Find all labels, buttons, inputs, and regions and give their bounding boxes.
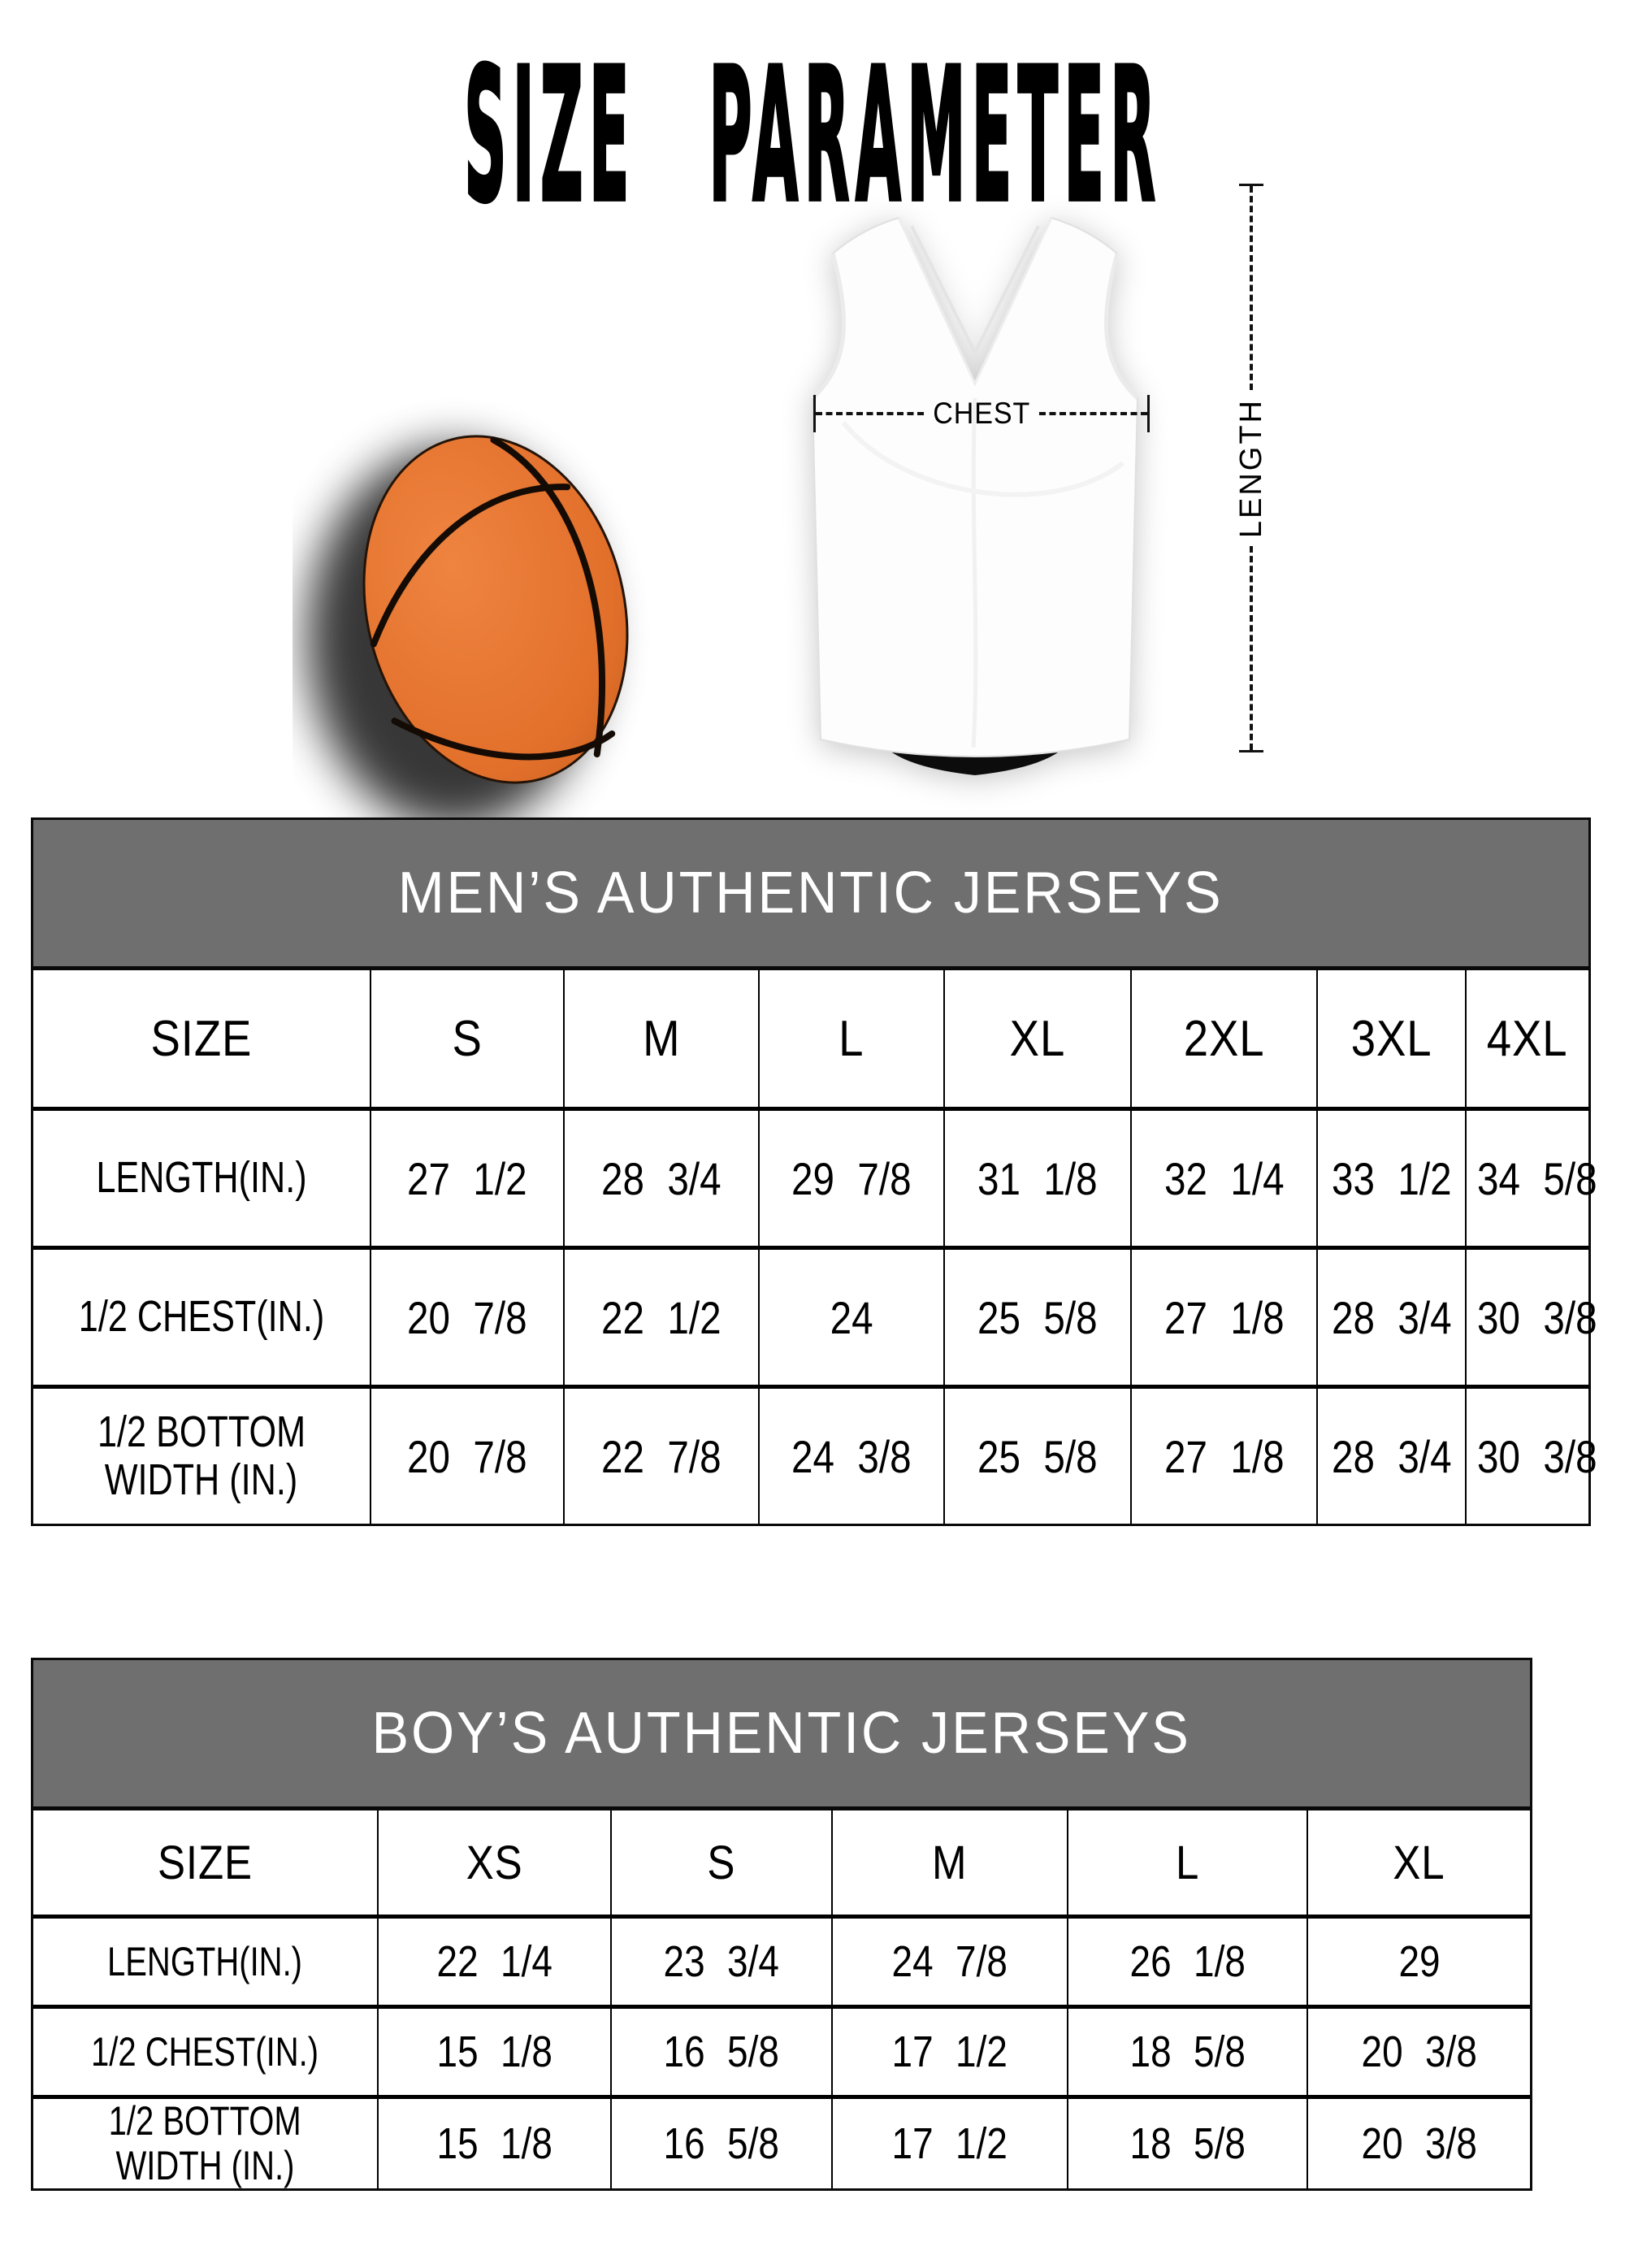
mens-corner-header: SIZE [150,1010,253,1067]
boys-value-cell: 23 3/4 [611,1917,833,2007]
length-dash-bottom [1250,546,1253,750]
mens-value-cell: 25 5/8 [944,1248,1130,1387]
chest-dash-right [1039,412,1147,415]
boys-value-cell: 20 3/8 [1307,2007,1530,2097]
mens-size-table [31,817,1597,1526]
boys-value-cell: 16 5/8 [611,2007,833,2097]
boys-corner-header-cell [33,1810,378,1917]
mens-size-header-cell: L [759,970,944,1109]
mens-value-cell: 27 1/2 [370,1109,564,1248]
boys-value-cell: 17 1/2 [832,2007,1068,2097]
mens-value-cell: 30 3/8 [1466,1387,1588,1524]
mens-value-cell: 28 3/4 [1317,1387,1465,1524]
boys-value-cell: 29 [1307,1917,1530,2007]
mens-value-cell: 28 3/4 [564,1109,759,1248]
mens-value-cell: 27 1/8 [1131,1387,1317,1524]
mens-size-header-cell: 4XL [1466,970,1588,1109]
boys-table-title-band [33,1660,1530,1810]
mens-value-cell: 32 1/4 [1131,1109,1317,1248]
chest-label: CHEST [933,397,1030,430]
mens-size-header-cell: M [564,970,759,1109]
mens-row-label-cell: 1/2 BOTTOM WIDTH (IN.) [33,1387,370,1524]
boys-row-label-cell: 1/2 BOTTOM WIDTH (IN.) [33,2097,378,2189]
mens-corner-header-cell [33,970,370,1109]
boys-value-cell: 18 5/8 [1068,2007,1308,2097]
boys-row-label-cell: LENGTH(IN.) [33,1917,378,2007]
mens-value-cell: 34 5/8 [1466,1109,1588,1248]
mens-row-label-cell: LENGTH(IN.) [33,1109,370,1248]
boys-table-grid [33,1810,1530,2188]
chest-right-tick [1147,395,1150,432]
boys-value-cell: 24 7/8 [832,1917,1068,2007]
boys-size-header-cell: M [832,1810,1068,1917]
mens-value-cell: 29 7/8 [759,1109,944,1248]
mens-value-cell: 22 1/2 [564,1248,759,1387]
mens-value-cell: 28 3/4 [1317,1248,1465,1387]
boys-corner-header: SIZE [157,1836,253,1889]
mens-table-title: MEN’S AUTHENTIC JERSEYS [398,861,1224,926]
boys-value-cell: 22 1/4 [378,1917,611,2007]
boys-table-title: BOY’S AUTHENTIC JERSEYS [371,1701,1192,1766]
boys-value-cell: 20 3/8 [1307,2097,1530,2189]
boys-value-cell: 16 5/8 [611,2097,833,2189]
mens-size-header-cell: 2XL [1131,970,1317,1109]
boys-size-header-cell: XL [1307,1810,1530,1917]
boys-value-cell: 26 1/8 [1068,1917,1308,2007]
basketball-icon [292,370,658,849]
mens-value-cell: 24 3/8 [759,1387,944,1524]
chest-dash-left [816,412,924,415]
boys-size-table [31,1658,1532,2191]
mens-row-label-cell: 1/2 CHEST(IN.) [33,1248,370,1387]
mens-size-header-cell: 3XL [1317,970,1465,1109]
boys-size-header-cell: S [611,1810,833,1917]
mens-value-cell: 24 [759,1248,944,1387]
boys-value-cell: 15 1/8 [378,2097,611,2189]
mens-table-grid [33,970,1597,1524]
mens-size-header-cell: S [370,970,564,1109]
mens-value-cell: 33 1/2 [1317,1109,1465,1248]
mens-value-cell: 20 7/8 [370,1387,564,1524]
length-label: LENGTH [1233,397,1268,539]
mens-size-header-cell: XL [944,970,1130,1109]
boys-size-header-cell: L [1068,1810,1308,1917]
mens-value-cell: 30 3/8 [1466,1248,1588,1387]
mens-value-cell: 27 1/8 [1131,1248,1317,1387]
mens-value-cell: 22 7/8 [564,1387,759,1524]
chest-measure-line [813,395,1150,432]
mens-value-cell: 20 7/8 [370,1248,564,1387]
boys-value-cell: 17 1/2 [832,2097,1068,2189]
page-title-text: SIZE PARAMETER [463,28,1162,243]
boys-size-header-cell: XS [378,1810,611,1917]
mens-table-title-band [33,820,1588,970]
boys-value-cell: 18 5/8 [1068,2097,1308,2189]
boys-value-cell: 15 1/8 [378,2007,611,2097]
length-dash-top [1250,186,1253,390]
length-bottom-tick [1239,750,1263,752]
mens-value-cell: 25 5/8 [944,1387,1130,1524]
mens-value-cell: 31 1/8 [944,1109,1130,1248]
boys-row-label-cell: 1/2 CHEST(IN.) [33,2007,378,2097]
jersey-illustration [796,179,1154,780]
length-measure-line [1227,184,1276,752]
